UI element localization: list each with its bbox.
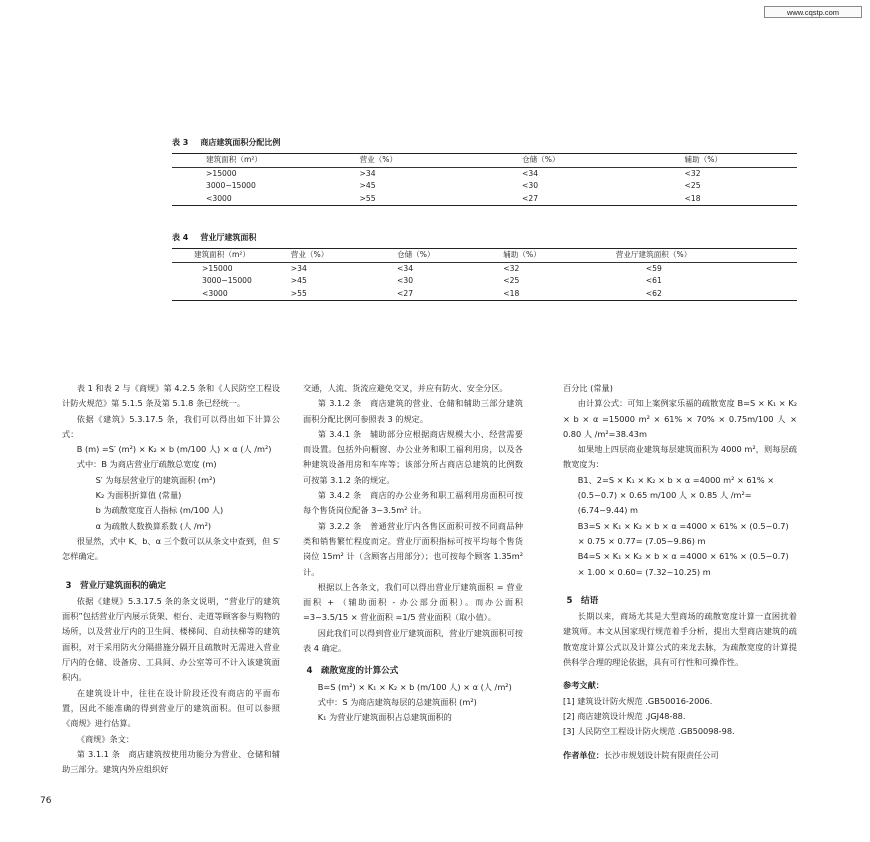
paragraph: 根据以上各条文，我们可以得出营业厅建筑面积 = 营业面积 + （辅助面积 - 办公部分面积）。而办公面积 =3~3.5/15 × 营业面积 =1/5 营业面积（取小值）。	[303, 581, 523, 623]
reference-item: [2] 商店建筑设计规范 .JGJ48-88.	[563, 710, 686, 721]
table-cell: <25	[684, 181, 701, 191]
table-3-title: 商店建筑面积分配比例	[200, 138, 281, 147]
table-4-label: 表 4	[172, 233, 189, 242]
table-3	[172, 137, 797, 206]
table-4-caption	[172, 232, 797, 244]
paragraph: 依据《建规》5.3.17.5 条的条文说明，“营业厅的建筑面积”包括营业厅内展示货架、柜台、走道等顾客参与购物的场所，以及营业厅内的卫生间、楼梯间、自动扶梯等的建筑面积，对于采用防火分隔措施分隔开且疏散时无需进入营业厅内的仓储、设备房、工具间、办公室等可不计入该建筑面积内。	[62, 595, 280, 683]
table-header-cell: 建筑面积（m²）	[194, 250, 251, 259]
table-cell: <30	[522, 181, 539, 191]
table-row	[172, 193, 797, 206]
formula-definition: K₁ 为营业厅建筑面积占总建筑面积的	[317, 712, 452, 723]
table-cell: <32	[503, 263, 520, 273]
author-affiliation	[563, 748, 797, 763]
table-3-grid	[172, 153, 797, 206]
table-header-cell: 营业（%）	[290, 250, 329, 259]
formula: B (m) =S′ (m²) × K₂ × b (m/100 人) × α (人 /m²)	[76, 444, 272, 455]
section-heading: 3 营业厅建筑面积的确定	[65, 580, 166, 591]
calculation: B3=S × K₁ × K₂ × b × α =4000 × 61% × (0.5~0.7) × 0.75 × 0.77= (7.05~9.86) m	[577, 520, 789, 546]
table-cell: <62	[645, 288, 662, 298]
table-cell: >34	[359, 168, 376, 178]
calculation: B1、2=S × K₁ × K₂ × b × α =4000 m² × 61% × (0.5~0.7) × 0.65 m/100 人 × 0.85 人 /m²= (6.74~9.44) m	[577, 474, 775, 516]
table-cell: >55	[359, 193, 376, 203]
table-cell: <18	[503, 288, 520, 298]
paragraph: 第 3.4.2 条 商店的办公业务和职工福利用房面积可按每个售货岗位配备 3~3.5m² 计。	[303, 490, 523, 516]
text-column-2	[303, 381, 523, 726]
table-4-title: 营业厅建筑面积	[200, 233, 257, 242]
table-cell: <27	[522, 193, 539, 203]
table-cell: <34	[397, 263, 414, 273]
table-row	[172, 180, 797, 193]
table-row	[172, 275, 797, 288]
paragraph: 第 3.4.1 条 辅助部分应根据商店规模大小、经营需要而设置。包括外向橱窗、办公业务和职工福利用房，以及各种建筑设备用房和车库等；该部分所占商店总建筑的比例数可按第 3.1.2 条的规定。	[303, 428, 523, 485]
formula-definition: K₂ 为面积折算值 (常量)	[95, 490, 182, 501]
reference-item: [3] 人民防空工程设计防火规范 .GB50098-98.	[563, 726, 735, 737]
references-title: 参考文献：	[563, 680, 604, 691]
table-3-caption	[172, 137, 797, 149]
table-header-cell: 营业（%）	[359, 155, 398, 164]
table-cell: <18	[684, 193, 701, 203]
formula-definition: S′ 为每层营业厅的建筑面积 (m²)	[95, 474, 216, 485]
paragraph: 依据《建筑》5.3.17.5 条，我们可以得出如下计算公式：	[62, 413, 280, 439]
reference-item: [1] 建筑设计防火规范 .GB50016-2006.	[563, 695, 713, 706]
paragraph: 交通，人流、货流应避免交叉，并应有防火、安全分区。	[303, 383, 508, 393]
table-header-cell: 仓储（%）	[397, 250, 435, 259]
formula-definition: 式中：S 为商店建筑每层的总建筑面积 (m²)	[317, 696, 477, 707]
paragraph: 百分比 (常量)	[563, 383, 613, 393]
paragraph: 第 3.2.2 条 普通营业厅内各售区面积可按不同商品种类和销售繁忙程度而定。营业厅面积指标可按平均每个售货岗位 15m² 计（含顾客占用部分）；也可按每个顾客 1.35m² 计。	[303, 520, 523, 577]
table-cell: <3000	[206, 193, 232, 203]
table-cell: >15000	[206, 168, 237, 178]
table-4	[172, 232, 797, 301]
formula-definition: α 为疏散人数换算系数 (人 /m²)	[95, 520, 212, 531]
table-cell: <32	[684, 168, 701, 178]
paragraph: 由计算公式：可知上案例家乐福的疏散宽度 B=S × K₁ × K₂ × b × α =15000 m² × 61% × 70% × 0.75m/100 人 × 0.80 人 /m²=38.43m	[563, 398, 797, 439]
calculation: B4=S × K₁ × K₂ × b × α =4000 × 61% × (0.5~0.7) × 1.00 × 0.60= (7.32~10.25) m	[577, 551, 789, 577]
paragraph: 第 3.1.2 条 商店建筑的营业、仓储和辅助三部分建筑面积分配比例可参照表 3 的规定。	[303, 398, 523, 424]
text-column-3	[563, 381, 797, 763]
table-header-cell: 仓储（%）	[522, 155, 560, 164]
table-header-cell: 辅助（%）	[503, 250, 541, 259]
table-row	[172, 167, 797, 180]
table-cell: <34	[522, 168, 539, 178]
table-row	[172, 262, 797, 275]
table-cell: 3000~15000	[206, 181, 256, 191]
table-cell: <27	[397, 288, 414, 298]
formula-definition: 式中：B 为商店营业厅疏散总宽度 (m)	[76, 459, 217, 470]
paragraph: 第 3.1.1 条 商店建筑按使用功能分为营业、仓储和辅助三部分。建筑内外应组织好	[62, 748, 280, 775]
table-row	[172, 288, 797, 301]
table-header-row	[172, 154, 797, 168]
table-cell: >45	[359, 181, 376, 191]
table-4-grid	[172, 248, 797, 301]
paragraph: 很显然，式中 K、b、α 三个数可以从条文中查到，但 S′ 怎样确定。	[62, 535, 280, 562]
table-header-cell: 营业厅建筑面积（%）	[615, 250, 692, 259]
table-cell: >34	[290, 263, 307, 273]
paragraph: 在建筑设计中，往往在设计阶段还没有商店的平面布置，因此不能准确的得到营业厅的建筑面积。但可以参照《商规》进行估算。	[62, 687, 280, 729]
paragraph: 因此我们可以得到营业厅建筑面积，营业厅建筑面积可按表 4 确定。	[303, 627, 523, 654]
table-cell: <25	[503, 276, 520, 286]
table-cell: >55	[290, 288, 307, 298]
text-column-1	[62, 381, 280, 777]
table-header-row	[172, 249, 797, 263]
table-header-cell: 建筑面积（m²）	[206, 155, 263, 164]
paragraph: 《商规》条文：	[76, 733, 135, 744]
paragraph: 长期以来，商场尤其是大型商场的疏散宽度计算一直困扰着建筑师。本文从国家现行规范着手分析，提出大型商店建筑的疏散宽度计算公式以及计算公式的来龙去脉，为疏散宽度的计算提供科学合理的理论依据，具有可行性和可操作性。	[563, 611, 797, 668]
page-number: 76	[40, 796, 52, 806]
table-header-cell: 辅助（%）	[684, 155, 723, 164]
table-cell: >45	[290, 276, 307, 286]
watermark: www.cqstp.com	[764, 6, 862, 18]
table-cell: >15000	[202, 263, 233, 273]
table-cell: <59	[645, 263, 662, 273]
table-cell: <61	[645, 276, 662, 286]
author-unit: 长沙市规划设计院有限责任公司	[603, 749, 719, 760]
table-cell: <3000	[202, 288, 228, 298]
author-label: 作者单位：	[563, 749, 604, 760]
formula: B=S (m²) × K₁ × K₂ × b (m/100 人) × α (人 /m²)	[317, 681, 512, 692]
table-cell: <30	[397, 276, 414, 286]
paragraph: 如果地上四层商业建筑每层建筑面积为 4000 m²，则每层疏散宽度为：	[563, 444, 797, 470]
formula-definition: b 为疏散宽度百人指标 (m/100 人)	[95, 505, 224, 516]
paragraph: 表 1 和表 2 与《商规》第 4.2.5 条和《人民防空工程设计防火规范》第 5.1.5 条及第 5.1.8 条已经统一。	[62, 383, 280, 409]
table-3-label: 表 3	[172, 138, 189, 147]
section-heading: 5 结语	[566, 595, 599, 606]
section-heading: 4 疏散宽度的计算公式	[306, 666, 399, 677]
table-cell: 3000~15000	[202, 276, 252, 286]
